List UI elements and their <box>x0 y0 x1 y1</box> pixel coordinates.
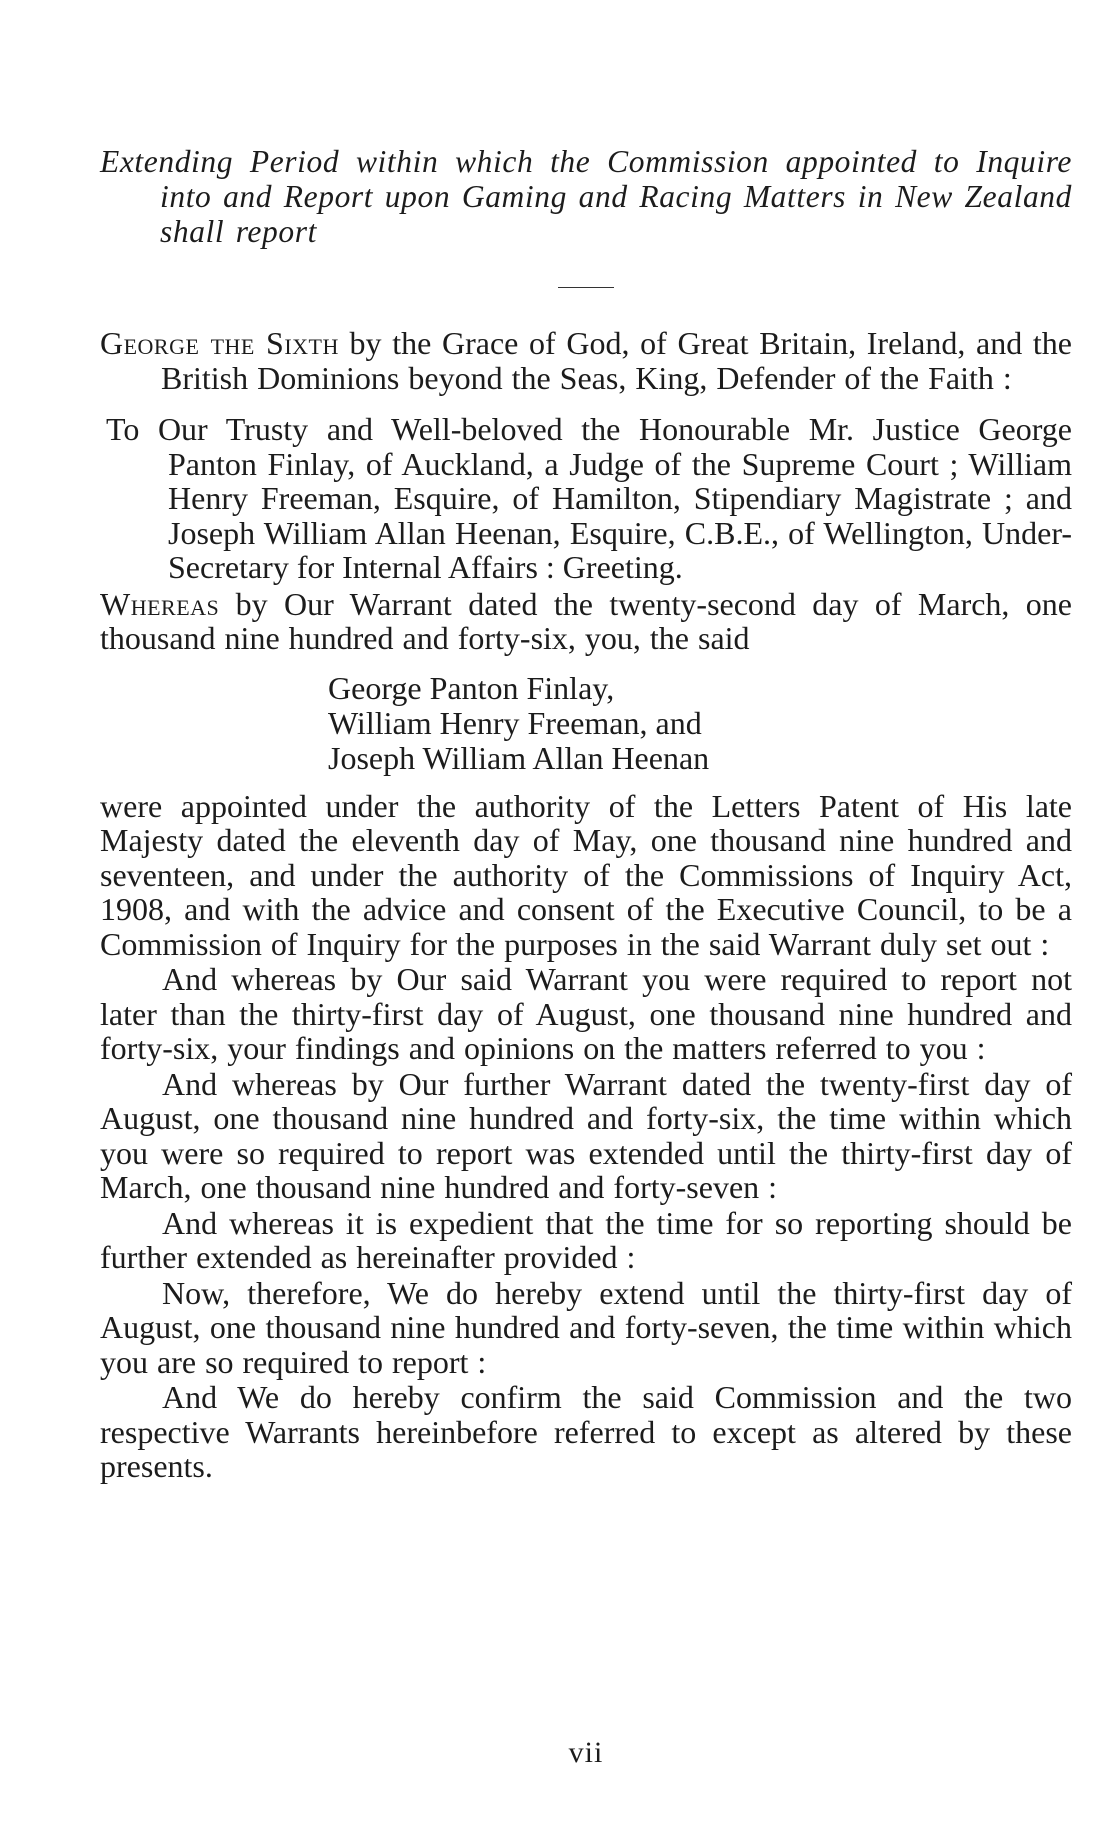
address-text: To Our Trusty and Well-beloved the Honourable Mr. Justice George Panton Finlay, of Auckland, a Judge of the Supreme Court ; William Henry Freeman, Esquire, of Hamilton, Stipendiary Magistrate ; and Joseph William Allan Heenan, Esquire, C.B.E., of Wellington, Under-Secretary for Internal Affairs : Greeting. <box>106 411 1072 585</box>
commissioner-name: George Panton Finlay, <box>328 669 615 706</box>
body-paragraph: And whereas by Our said Warrant you were required to report not later than the thirty-first day of August, one thousand nine hundred and forty-six, your findings and opinions on the matters referred to you : <box>100 961 1072 1066</box>
commissioner-names <box>328 671 1072 776</box>
preamble-text: by the Grace of God, of Great Britain, Ireland, and the British Dominions beyond the Seas, King, Defender of the Faith : <box>161 325 1073 396</box>
commissioner-name: Joseph William Allan Heenan <box>328 739 710 776</box>
preamble-paragraph <box>100 326 1072 395</box>
document-title: Extending Period within which the Commission appointed to Inquire into and Report upon Gaming and Racing Matters in New Zealand shall report <box>100 144 1072 249</box>
body-paragraph: And whereas by Our further Warrant dated the twenty-first day of August, one thousand nine hundred and forty-six, the time within which you were so required to report was extended until the thirty-first day of March, one thousand nine hundred and forty-seven : <box>100 1065 1072 1205</box>
body-paragraph: Now, therefore, We do hereby extend until the thirty-first day of August, one thousand nine hundred and forty-seven, the time within which you are so required to report : <box>100 1274 1072 1380</box>
page-number: vii <box>568 1736 604 1769</box>
body-paragraph: were appointed under the authority of the Letters Patent of His late Majesty dated the eleventh day of May, one thousand nine hundred and seventeen, and under the authority of the Commissions of Inquiry Act, 1908, and with the advice and consent of the Executive Council, to be a Commission of Inquiry for the purposes in the said Warrant duly set out : <box>100 787 1072 962</box>
address-block <box>106 412 1072 585</box>
title-divider <box>558 287 614 288</box>
sovereign-name: George the Sixth <box>100 325 339 361</box>
body-paragraph: And We do hereby confirm the said Commission and the two respective Warrants hereinbefore referred to except as altered by these presents. <box>100 1379 1072 1484</box>
whereas-lead: Whereas <box>100 585 220 622</box>
whereas-text: by Our Warrant dated the twenty-second day of March, one thousand nine hundred and forty-six, you, the said <box>100 585 1072 656</box>
document-page <box>100 144 1073 1769</box>
whereas-paragraph <box>100 587 1072 656</box>
commissioner-name: William Henry Freeman, and <box>328 704 702 741</box>
body-paragraph: And whereas it is expedient that the time for so reporting should be further extended as hereinafter provided : <box>100 1204 1072 1275</box>
